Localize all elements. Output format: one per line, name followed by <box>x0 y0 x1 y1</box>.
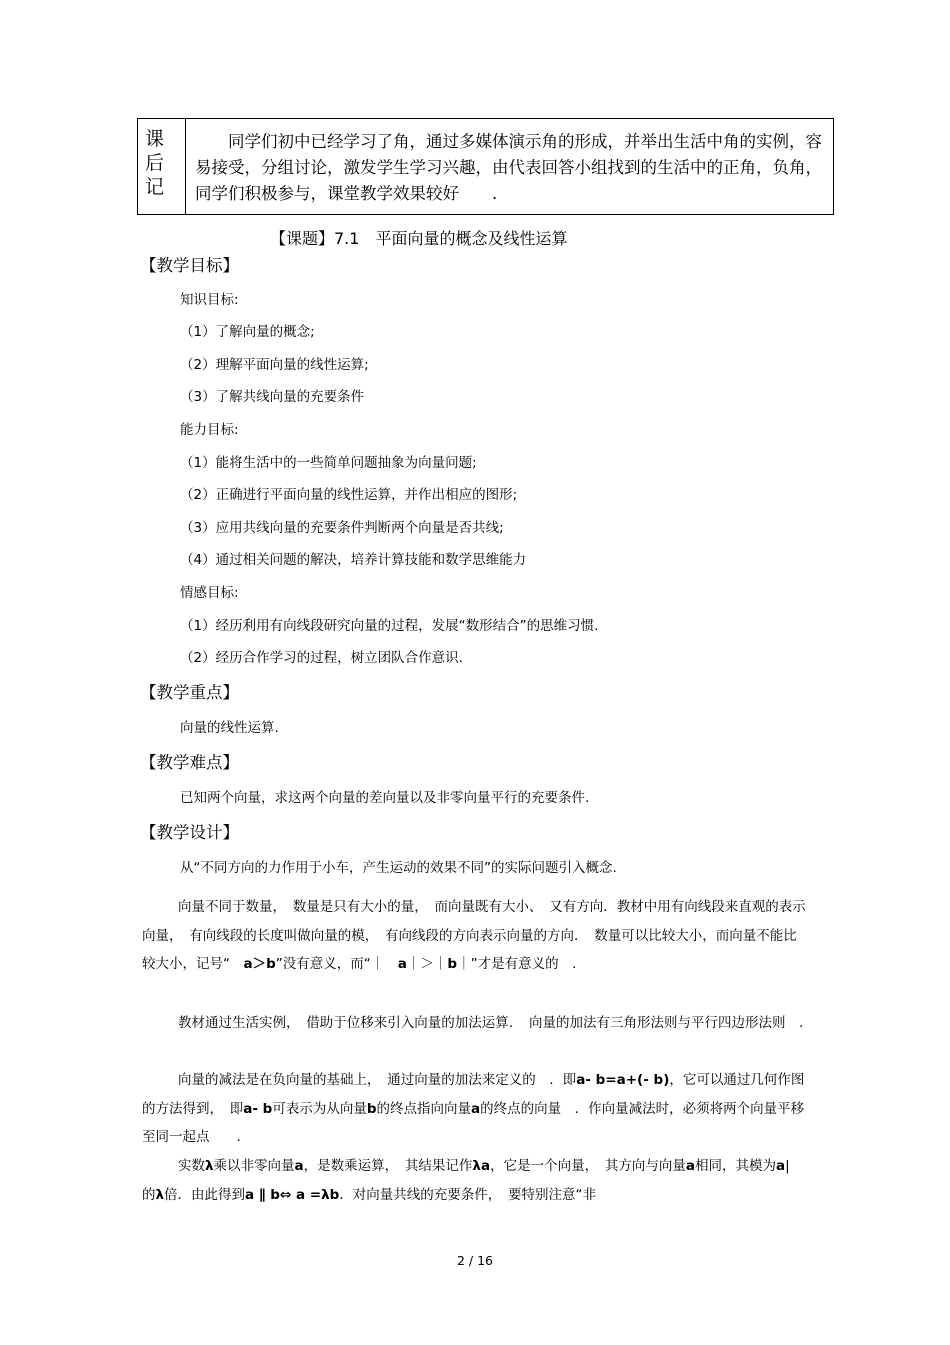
lesson-title: 【课题】7.1 平面向量的概念及线性运算 <box>270 229 568 248</box>
ability-goals-label: 能力目标: <box>180 422 239 438</box>
page-number: 2 / 16 <box>456 1253 494 1268</box>
emotion-goal-item: （1）经历利用有向线段研究向量的过程，发展“数形结合”的思维习惯. <box>180 618 599 634</box>
ability-goal-item: （1）能将生活中的一些简单问题抽象为向量问题; <box>180 455 477 471</box>
notes-label-char: 课 <box>145 128 165 150</box>
knowledge-goal-item: （3）了解共线向量的充要条件 <box>180 389 365 405</box>
notes-label <box>138 119 186 214</box>
heading-goals: 【教学目标】 <box>140 256 239 275</box>
heading-difficult-points: 【教学难点】 <box>140 753 239 772</box>
heading-key-points: 【教学重点】 <box>140 683 239 702</box>
paragraph-vector-subtraction: 向量的减法是在负向量的基础上， 通过向量的加法来定义的 ．即a- b=a+(- b)，它可以通过几何作图的方法得到， 即a- b可表示为从向量b的终点指向向量a的终点的向量 ．作向量减法时，必须将两个向量平移至同一起点 . <box>142 1072 805 1145</box>
heading-design: 【教学设计】 <box>140 823 239 842</box>
design-intro: 从“不同方向的力作用于小车，产生运动的效果不同”的实际问题引入概念. <box>180 860 617 876</box>
emotion-goal-item: （2）经历合作学习的过程，树立团队合作意识. <box>180 650 463 666</box>
after-class-notes-table <box>137 118 834 215</box>
notes-label-char: 后 <box>145 152 165 174</box>
difficult-points-text: 已知两个向量，求这两个向量的差向量以及非零向量平行的充要条件. <box>180 790 590 806</box>
knowledge-goal-item: （2）理解平面向量的线性运算; <box>180 357 369 373</box>
notes-text: 同学们初中已经学习了角，通过多媒体演示角的形成，并举出生活中角的实例，容易接受，分组讨论，激发学生学习兴趣，由代表回答小组找到的生活中的正角，负角，同学们积极参与，课堂教学效果较好 . <box>195 132 822 203</box>
paragraph-scalar-multiplication: 实数λ乘以非零向量a，是数乘运算， 其结果记作λa，它是一个向量， 其方向与向量a相同，其模为a| 的λ倍．由此得到a ∥ b⇔ a =λb．对向量共线的充要条件， 要特别注意“非 <box>142 1158 790 1203</box>
ability-goal-item: （2）正确进行平面向量的线性运算，并作出相应的图形; <box>180 487 518 503</box>
knowledge-goal-item: （1）了解向量的概念; <box>180 324 315 340</box>
ability-goal-item: （3）应用共线向量的充要条件判断两个向量是否共线; <box>180 520 504 536</box>
emotion-goals-label: 情感目标: <box>180 585 239 601</box>
knowledge-goals-label: 知识目标: <box>180 292 239 308</box>
paragraph-vector-addition: 教材通过生活实例， 借助于位移来引入向量的加法运算． 向量的加法有三角形法则与平行四边形法则 . <box>178 1015 804 1031</box>
key-points-text: 向量的线性运算. <box>180 720 279 736</box>
paragraph-vector-vs-scalar: 向量不同于数量， 数量是只有大小的量， 而向量既有大小、 又有方向．教材中用有向线段来直观的表示向量， 有向线段的长度叫做向量的模， 有向线段的方向表示向量的方向． 数量可以比较大小，而向量不能比较大小，记号“ a＞b”没有意义，而“｜ a｜＞｜b｜”才是有意义的 . <box>142 899 806 972</box>
notes-label-char: 记 <box>145 176 165 198</box>
ability-goal-item: （4）通过相关问题的解决，培养计算技能和数学思维能力 <box>180 552 527 568</box>
